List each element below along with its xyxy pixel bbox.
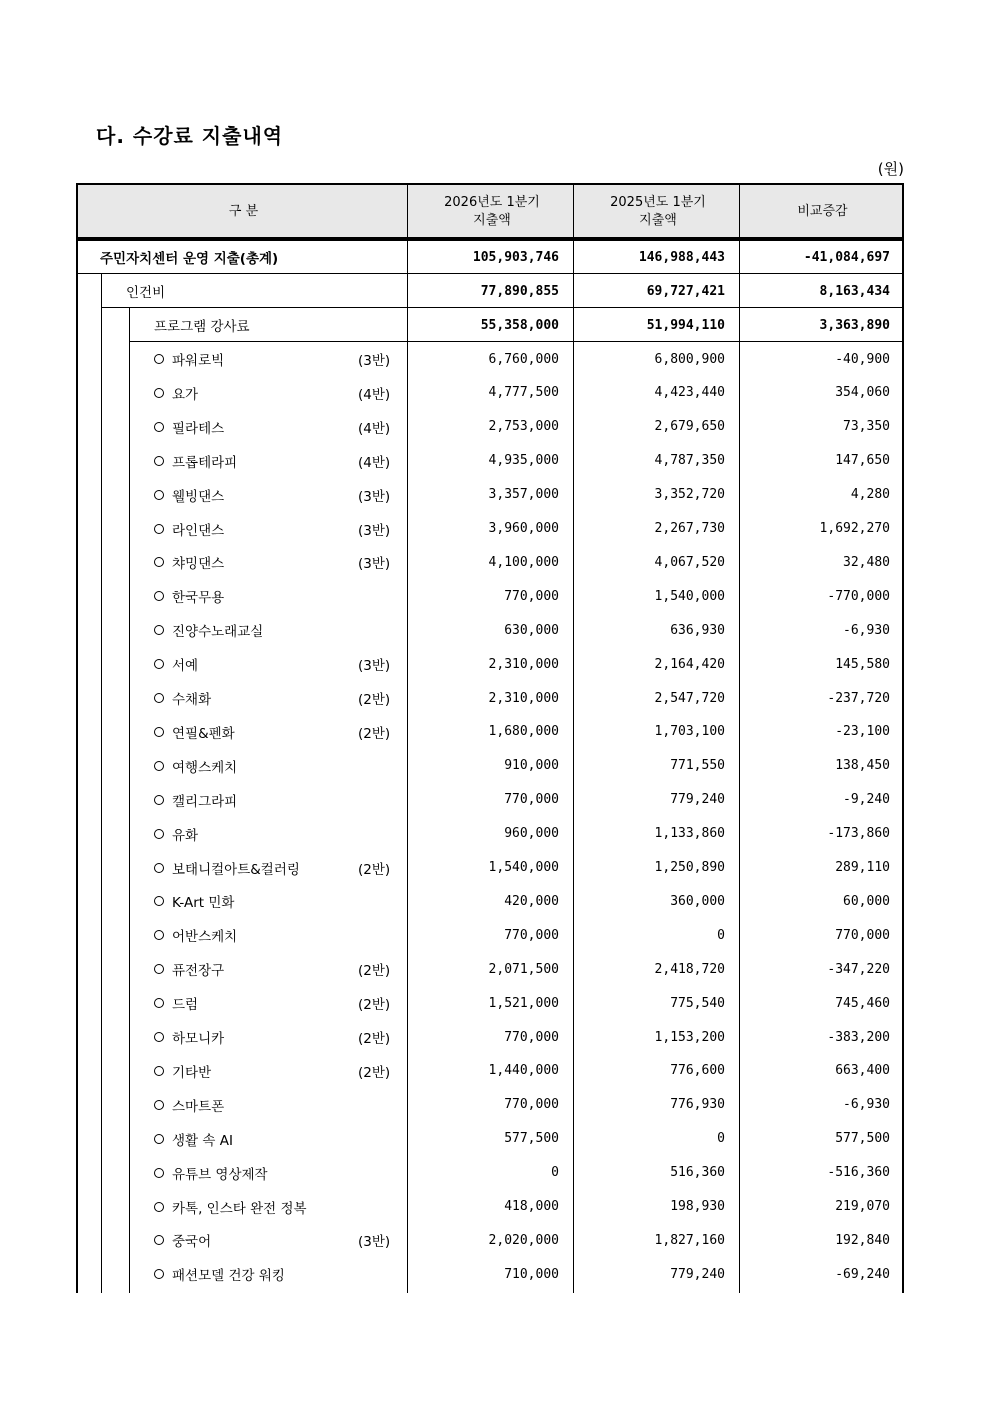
item-change: 138,450 — [835, 758, 890, 774]
item-change: 663,400 — [835, 1063, 890, 1079]
item-2025: 1,133,860 — [654, 826, 725, 842]
item-2026: 3,960,000 — [488, 521, 559, 536]
item-change: 745,460 — [835, 995, 890, 1011]
labor-2025: 69,727,421 — [646, 283, 725, 299]
item-change: -40,900 — [835, 351, 890, 367]
table-row — [76, 512, 904, 546]
table-row — [76, 817, 904, 851]
total-2025: 146,988,443 — [638, 249, 725, 265]
table-row — [76, 1122, 904, 1156]
item-label — [154, 1054, 211, 1088]
item-change: -516,360 — [827, 1165, 890, 1181]
item-2026: 418,000 — [504, 1199, 559, 1214]
item-change: -347,220 — [827, 961, 890, 977]
circle-bullet-icon — [154, 591, 164, 601]
table-row — [76, 884, 904, 918]
item-label — [154, 715, 235, 749]
item-label — [154, 1156, 268, 1190]
item-label — [154, 1223, 211, 1257]
item-class-count: (3반) — [358, 1234, 391, 1251]
circle-bullet-icon — [154, 795, 164, 805]
table-row — [76, 410, 904, 444]
item-label — [154, 884, 234, 918]
item-change: 60,000 — [843, 893, 890, 909]
item-class-count: (3반) — [358, 488, 391, 505]
item-2026: 1,521,000 — [488, 995, 559, 1011]
item-class-count: (3반) — [358, 353, 391, 369]
item-change: 219,070 — [835, 1199, 890, 1214]
item-name: 파워로빅 — [172, 353, 225, 369]
item-change: -9,240 — [843, 792, 890, 808]
item-2026: 710,000 — [504, 1266, 559, 1282]
item-2026: 960,000 — [504, 826, 559, 842]
item-change: 32,480 — [843, 554, 890, 570]
circle-bullet-icon — [154, 1168, 164, 1178]
table-row — [76, 851, 904, 885]
item-name: 연필&펜화 — [172, 725, 235, 742]
table-row — [76, 647, 904, 681]
item-label — [154, 851, 300, 885]
labor-2026: 77,890,855 — [480, 283, 559, 299]
circle-bullet-icon — [154, 354, 164, 364]
item-label — [154, 1020, 224, 1054]
item-name: 퓨전장구 — [172, 963, 225, 980]
item-label — [154, 1190, 307, 1224]
circle-bullet-icon — [154, 761, 164, 771]
item-2026: 577,500 — [504, 1131, 559, 1147]
item-2025: 771,550 — [670, 758, 725, 774]
item-change: 577,500 — [835, 1131, 890, 1147]
item-class-count: (3반) — [358, 522, 391, 539]
circle-bullet-icon — [154, 1235, 164, 1245]
total-change: -41,084,697 — [803, 249, 890, 265]
item-label — [154, 1088, 224, 1122]
item-name: 하모니카 — [172, 1031, 225, 1047]
item-2025: 1,250,890 — [654, 860, 725, 875]
unit-label: (원) — [877, 160, 904, 178]
item-name: K-Art 민화 — [172, 895, 235, 912]
expense-table — [76, 183, 904, 1293]
table-row — [76, 783, 904, 817]
section-title: 다. 수강료 지출내역 — [96, 124, 284, 148]
item-2026: 3,357,000 — [488, 487, 559, 503]
item-name: 수채화 — [172, 692, 212, 708]
item-2025: 0 — [717, 1131, 725, 1147]
item-2026: 770,000 — [504, 792, 559, 808]
item-name: 스마트폰 — [172, 1098, 225, 1115]
program-2025: 51,994,110 — [646, 317, 725, 333]
item-2025: 4,787,350 — [654, 453, 725, 469]
item-2025: 2,164,420 — [654, 656, 725, 672]
table-row — [76, 715, 904, 749]
item-label — [154, 342, 224, 376]
table-row — [76, 1223, 904, 1257]
item-label — [154, 512, 224, 546]
item-change: -173,860 — [827, 826, 890, 842]
circle-bullet-icon — [154, 557, 164, 567]
circle-bullet-icon — [154, 625, 164, 635]
item-2025: 0 — [717, 927, 725, 943]
circle-bullet-icon — [154, 1269, 164, 1279]
item-2026: 2,310,000 — [488, 690, 559, 706]
item-2025: 2,547,720 — [654, 690, 725, 706]
item-name: 프롭테라피 — [172, 454, 238, 471]
item-name: 카톡, 인스타 완전 정복 — [172, 1200, 307, 1217]
item-2026: 420,000 — [504, 893, 559, 909]
item-2026: 6,760,000 — [488, 351, 559, 367]
item-change: -69,240 — [835, 1266, 890, 1282]
item-class-count: (2반) — [358, 997, 391, 1014]
item-2025: 2,267,730 — [654, 521, 725, 536]
item-2026: 770,000 — [504, 1029, 559, 1045]
item-2026: 1,440,000 — [488, 1063, 559, 1079]
item-name: 웰빙댄스 — [172, 488, 225, 505]
item-label — [154, 613, 263, 647]
item-name: 보태니컬아트&컬러링 — [172, 861, 300, 878]
item-name: 중국어 — [172, 1234, 212, 1251]
header-2025-line1: 2025년도 1분기 — [610, 195, 706, 210]
item-2025: 360,000 — [670, 893, 725, 909]
item-label — [154, 1122, 233, 1156]
item-label — [154, 1257, 285, 1291]
item-class-count: (4반) — [358, 454, 391, 471]
table-row — [76, 1088, 904, 1122]
item-name: 유화 — [172, 827, 199, 844]
item-2025: 775,540 — [670, 995, 725, 1011]
item-label — [154, 681, 211, 715]
item-change: 289,110 — [835, 860, 890, 875]
header-2026 — [409, 185, 575, 239]
item-2026: 4,777,500 — [488, 385, 559, 401]
item-change: 73,350 — [843, 419, 890, 435]
header-2025 — [575, 185, 741, 239]
item-2025: 779,240 — [670, 1266, 725, 1282]
item-2026: 770,000 — [504, 588, 559, 604]
table-row — [76, 613, 904, 647]
item-2026: 4,935,000 — [488, 453, 559, 469]
item-class-count: (3반) — [358, 658, 391, 675]
item-label — [154, 579, 224, 613]
item-class-count: (3반) — [358, 556, 391, 573]
circle-bullet-icon — [154, 1100, 164, 1110]
circle-bullet-icon — [154, 727, 164, 737]
table-row — [76, 478, 904, 512]
table-row — [76, 342, 904, 376]
row-labor — [76, 274, 904, 308]
circle-bullet-icon — [154, 1032, 164, 1042]
item-label — [154, 918, 237, 952]
table-row — [76, 1156, 904, 1190]
item-2025: 1,827,160 — [654, 1232, 725, 1248]
item-2025: 3,352,720 — [654, 487, 725, 503]
item-label — [154, 410, 224, 444]
table-header — [76, 183, 904, 239]
table-row — [76, 749, 904, 783]
item-change: -6,930 — [843, 1097, 890, 1113]
item-name: 유튜브 영상제작 — [172, 1166, 268, 1183]
item-class-count: (4반) — [358, 386, 391, 403]
total-label: 주민자치센터 운영 지출(총계) — [100, 251, 279, 267]
item-change: -6,930 — [843, 622, 890, 638]
circle-bullet-icon — [154, 829, 164, 839]
program-label: 프로그램 강사료 — [154, 319, 250, 335]
item-2025: 779,240 — [670, 792, 725, 808]
item-2025: 516,360 — [670, 1165, 725, 1181]
table-row — [76, 444, 904, 478]
row-total — [76, 240, 904, 274]
labor-label: 인건비 — [126, 285, 166, 301]
item-name: 진양수노래교실 — [172, 624, 264, 641]
item-label — [154, 952, 224, 986]
item-2026: 2,753,000 — [488, 419, 559, 435]
item-label — [154, 444, 237, 478]
circle-bullet-icon — [154, 524, 164, 534]
total-2026: 105,903,746 — [472, 249, 559, 265]
item-label — [154, 647, 198, 681]
item-label — [154, 749, 237, 783]
program-2026: 55,358,000 — [480, 317, 559, 333]
item-change: 4,280 — [850, 487, 890, 503]
item-name: 드럼 — [172, 997, 199, 1014]
item-2026: 1,680,000 — [488, 724, 559, 740]
table-row — [76, 1020, 904, 1054]
table-row — [76, 918, 904, 952]
item-class-count: (2반) — [358, 1031, 391, 1047]
circle-bullet-icon — [154, 1066, 164, 1076]
item-change: 147,650 — [835, 453, 890, 469]
item-change: 1,692,270 — [819, 521, 890, 536]
circle-bullet-icon — [154, 1134, 164, 1144]
item-name: 필라테스 — [172, 420, 225, 437]
table-row — [76, 545, 904, 579]
header-2026-line1: 2026년도 1분기 — [444, 195, 540, 210]
item-class-count: (4반) — [358, 420, 391, 437]
item-2026: 4,100,000 — [488, 554, 559, 570]
table-row — [76, 579, 904, 613]
item-name: 여행스케치 — [172, 759, 238, 776]
circle-bullet-icon — [154, 998, 164, 1008]
item-2025: 1,153,200 — [654, 1029, 725, 1045]
item-2025: 198,930 — [670, 1199, 725, 1214]
labor-change: 8,163,434 — [819, 283, 890, 299]
item-name: 서예 — [172, 658, 199, 675]
item-2025: 776,600 — [670, 1063, 725, 1079]
circle-bullet-icon — [154, 964, 164, 974]
table-row — [76, 1257, 904, 1291]
table-row — [76, 376, 904, 410]
item-label — [154, 817, 198, 851]
circle-bullet-icon — [154, 422, 164, 432]
item-2025: 6,800,900 — [654, 351, 725, 367]
item-2025: 1,703,100 — [654, 724, 725, 740]
item-class-count: (2반) — [358, 963, 391, 980]
item-2025: 776,930 — [670, 1097, 725, 1113]
item-2026: 1,540,000 — [488, 860, 559, 875]
item-2026: 0 — [551, 1165, 559, 1181]
item-label — [154, 376, 198, 410]
circle-bullet-icon — [154, 659, 164, 669]
item-label — [154, 545, 224, 579]
table-row — [76, 986, 904, 1020]
item-name: 요가 — [172, 386, 199, 403]
item-2026: 770,000 — [504, 1097, 559, 1113]
item-class-count: (2반) — [358, 861, 391, 878]
item-class-count: (2반) — [358, 1064, 391, 1081]
item-2025: 2,418,720 — [654, 961, 725, 977]
item-label — [154, 478, 224, 512]
item-name: 생활 속 AI — [172, 1132, 233, 1149]
row-program — [76, 308, 904, 342]
circle-bullet-icon — [154, 693, 164, 703]
item-2026: 910,000 — [504, 758, 559, 774]
circle-bullet-icon — [154, 896, 164, 906]
header-2026-line2: 지출액 — [473, 213, 511, 228]
item-change: 770,000 — [835, 927, 890, 943]
item-name: 패션모델 건강 워킹 — [172, 1268, 285, 1285]
item-2025: 1,540,000 — [654, 588, 725, 604]
item-class-count: (2반) — [358, 725, 391, 742]
table-row — [76, 1190, 904, 1224]
item-2025: 636,930 — [670, 622, 725, 638]
item-change: -237,720 — [827, 690, 890, 706]
item-change: -23,100 — [835, 724, 890, 740]
item-name: 캘리그라피 — [172, 793, 238, 810]
item-2025: 4,423,440 — [654, 385, 725, 401]
header-2025-line2: 지출액 — [639, 213, 677, 228]
item-name: 챠밍댄스 — [172, 556, 225, 573]
item-change: 354,060 — [835, 385, 890, 401]
item-2025: 2,679,650 — [654, 419, 725, 435]
item-2026: 630,000 — [504, 622, 559, 638]
item-change: 145,580 — [835, 656, 890, 672]
table-row — [76, 1054, 904, 1088]
item-label — [154, 783, 237, 817]
table-row — [76, 681, 904, 715]
item-2026: 770,000 — [504, 927, 559, 943]
item-2026: 2,020,000 — [488, 1232, 559, 1248]
circle-bullet-icon — [154, 388, 164, 398]
item-change: 192,840 — [835, 1232, 890, 1248]
item-label — [154, 986, 198, 1020]
item-name: 라인댄스 — [172, 522, 225, 539]
item-2026: 2,071,500 — [488, 961, 559, 977]
item-name: 어반스케치 — [172, 929, 238, 946]
circle-bullet-icon — [154, 1202, 164, 1212]
header-change: 비교증감 — [797, 204, 848, 219]
item-name: 한국무용 — [172, 590, 225, 607]
circle-bullet-icon — [154, 930, 164, 940]
circle-bullet-icon — [154, 490, 164, 500]
item-2026: 2,310,000 — [488, 656, 559, 672]
circle-bullet-icon — [154, 863, 164, 873]
program-change: 3,363,890 — [819, 317, 890, 333]
item-class-count: (2반) — [358, 692, 391, 708]
item-change: -770,000 — [827, 588, 890, 604]
circle-bullet-icon — [154, 456, 164, 466]
item-2025: 4,067,520 — [654, 554, 725, 570]
item-name: 기타반 — [172, 1064, 212, 1081]
item-change: -383,200 — [827, 1029, 890, 1045]
table-row — [76, 952, 904, 986]
header-category: 구 분 — [228, 204, 259, 219]
